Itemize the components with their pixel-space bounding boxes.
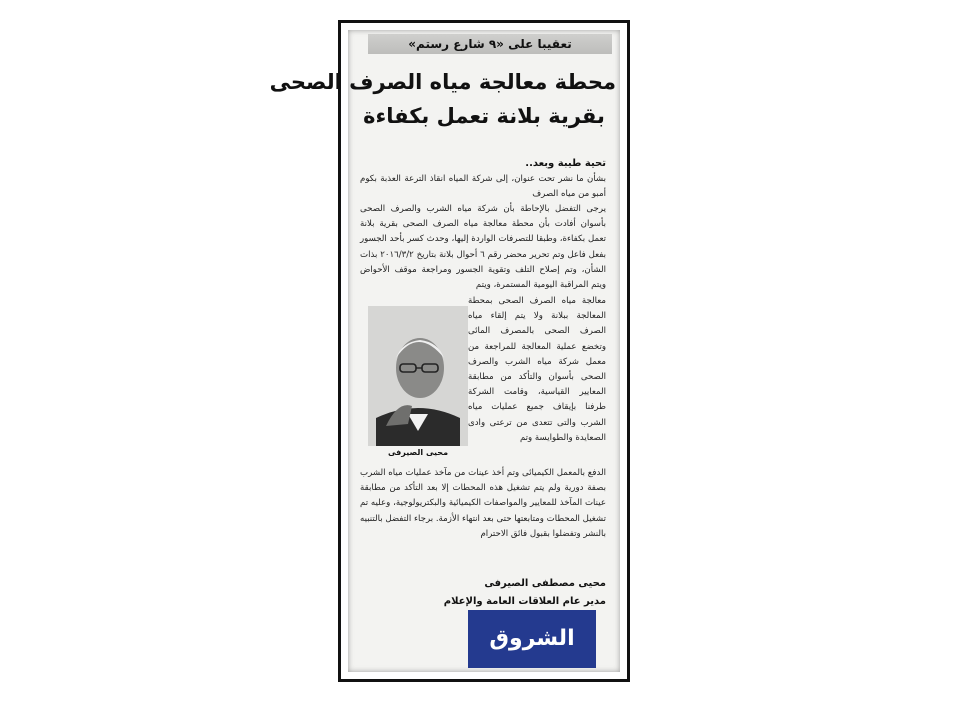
newspaper-clipping xyxy=(269,30,620,672)
portrait-photo xyxy=(368,306,468,446)
greeting: تحية طيبة وبعد.. xyxy=(525,158,606,169)
headline-line-2: بقرية بلانة تعمل بكفاءة xyxy=(363,104,605,128)
kicker-bar: تعقيبا على «٩ شارع رستم» xyxy=(368,34,612,54)
paragraph-1: بشأن ما نشر تحت عنوان، إلى شركة المياه انقاذ الترعة العذبة بكوم أمبو من مياه الصرف xyxy=(360,174,606,200)
paragraph-4: الدفع بالمعمل الكيميائى وتم أخذ عينات من مآخذ عمليات مياه الشرب بصفة دورية ولم يتم تشغيل هذه المحطات إلا بعد التأكد من مطابقة عينات المآخذ للمعايير والمواصفات الكيميائية والبكتريولوجية، وعليه تم تشغيل المحطات ومتابعتها حتى بعد انتهاء الأزمة. برجاء التفضل بالتنبيه بالنشر وتفضلوا بقبول فائق الاحترام xyxy=(360,468,606,539)
portrait-image xyxy=(368,306,468,446)
clipping-frame xyxy=(269,20,630,682)
photo-caption: محيى الصيرفى xyxy=(387,448,449,457)
signature-name: محيى مصطفى الصيرفى xyxy=(484,578,606,589)
shorouk-logo: الشروق xyxy=(468,610,596,668)
paragraph-3: معالجة مياه الصرف الصحى بمحطة المعالجة ببلانة ولا يتم إلقاء مياه الصرف الصحى بالمصرف المائى وتخضع عملية المعالجة للمراجعة من معمل شركة مياه الشرب والصرف الصحى بأسوان والتأكد من مطابقة المعايير القياسية، وقامت الشركة طرفنا بإيقاف جميع عمليات مياه الشرب والتى تتعدى من ترعتى وادى الصعايدة والطوايسة وتم xyxy=(468,296,606,443)
signature-title: مدير عام العلاقات العامة والإعلام xyxy=(443,596,606,607)
headline-line-1: محطة معالجة مياه الصرف الصحى xyxy=(269,70,616,94)
paragraph-2: يرجى التفضل بالإحاطة بأن شركة مياه الشرب والصرف الصحى بأسوان أفادت بأن محطة معالجة مياه الصرف الصحى بقرية بلانة تعمل بكفاءة، وطبقا للتصرفات الواردة إليها، وحدث كسر بأحد الجسور بفعل فاعل وتم تحرير محضر رقم ٦ أحوال بلانة بتاريخ ٢٠١٦/٣/٢ بذات الشأن، وتم إصلاح التلف وتقوية الجسور ومراجعة موقف الأحواض ويتم المراقبة اليومية المستمرة، ويتم xyxy=(360,204,606,291)
